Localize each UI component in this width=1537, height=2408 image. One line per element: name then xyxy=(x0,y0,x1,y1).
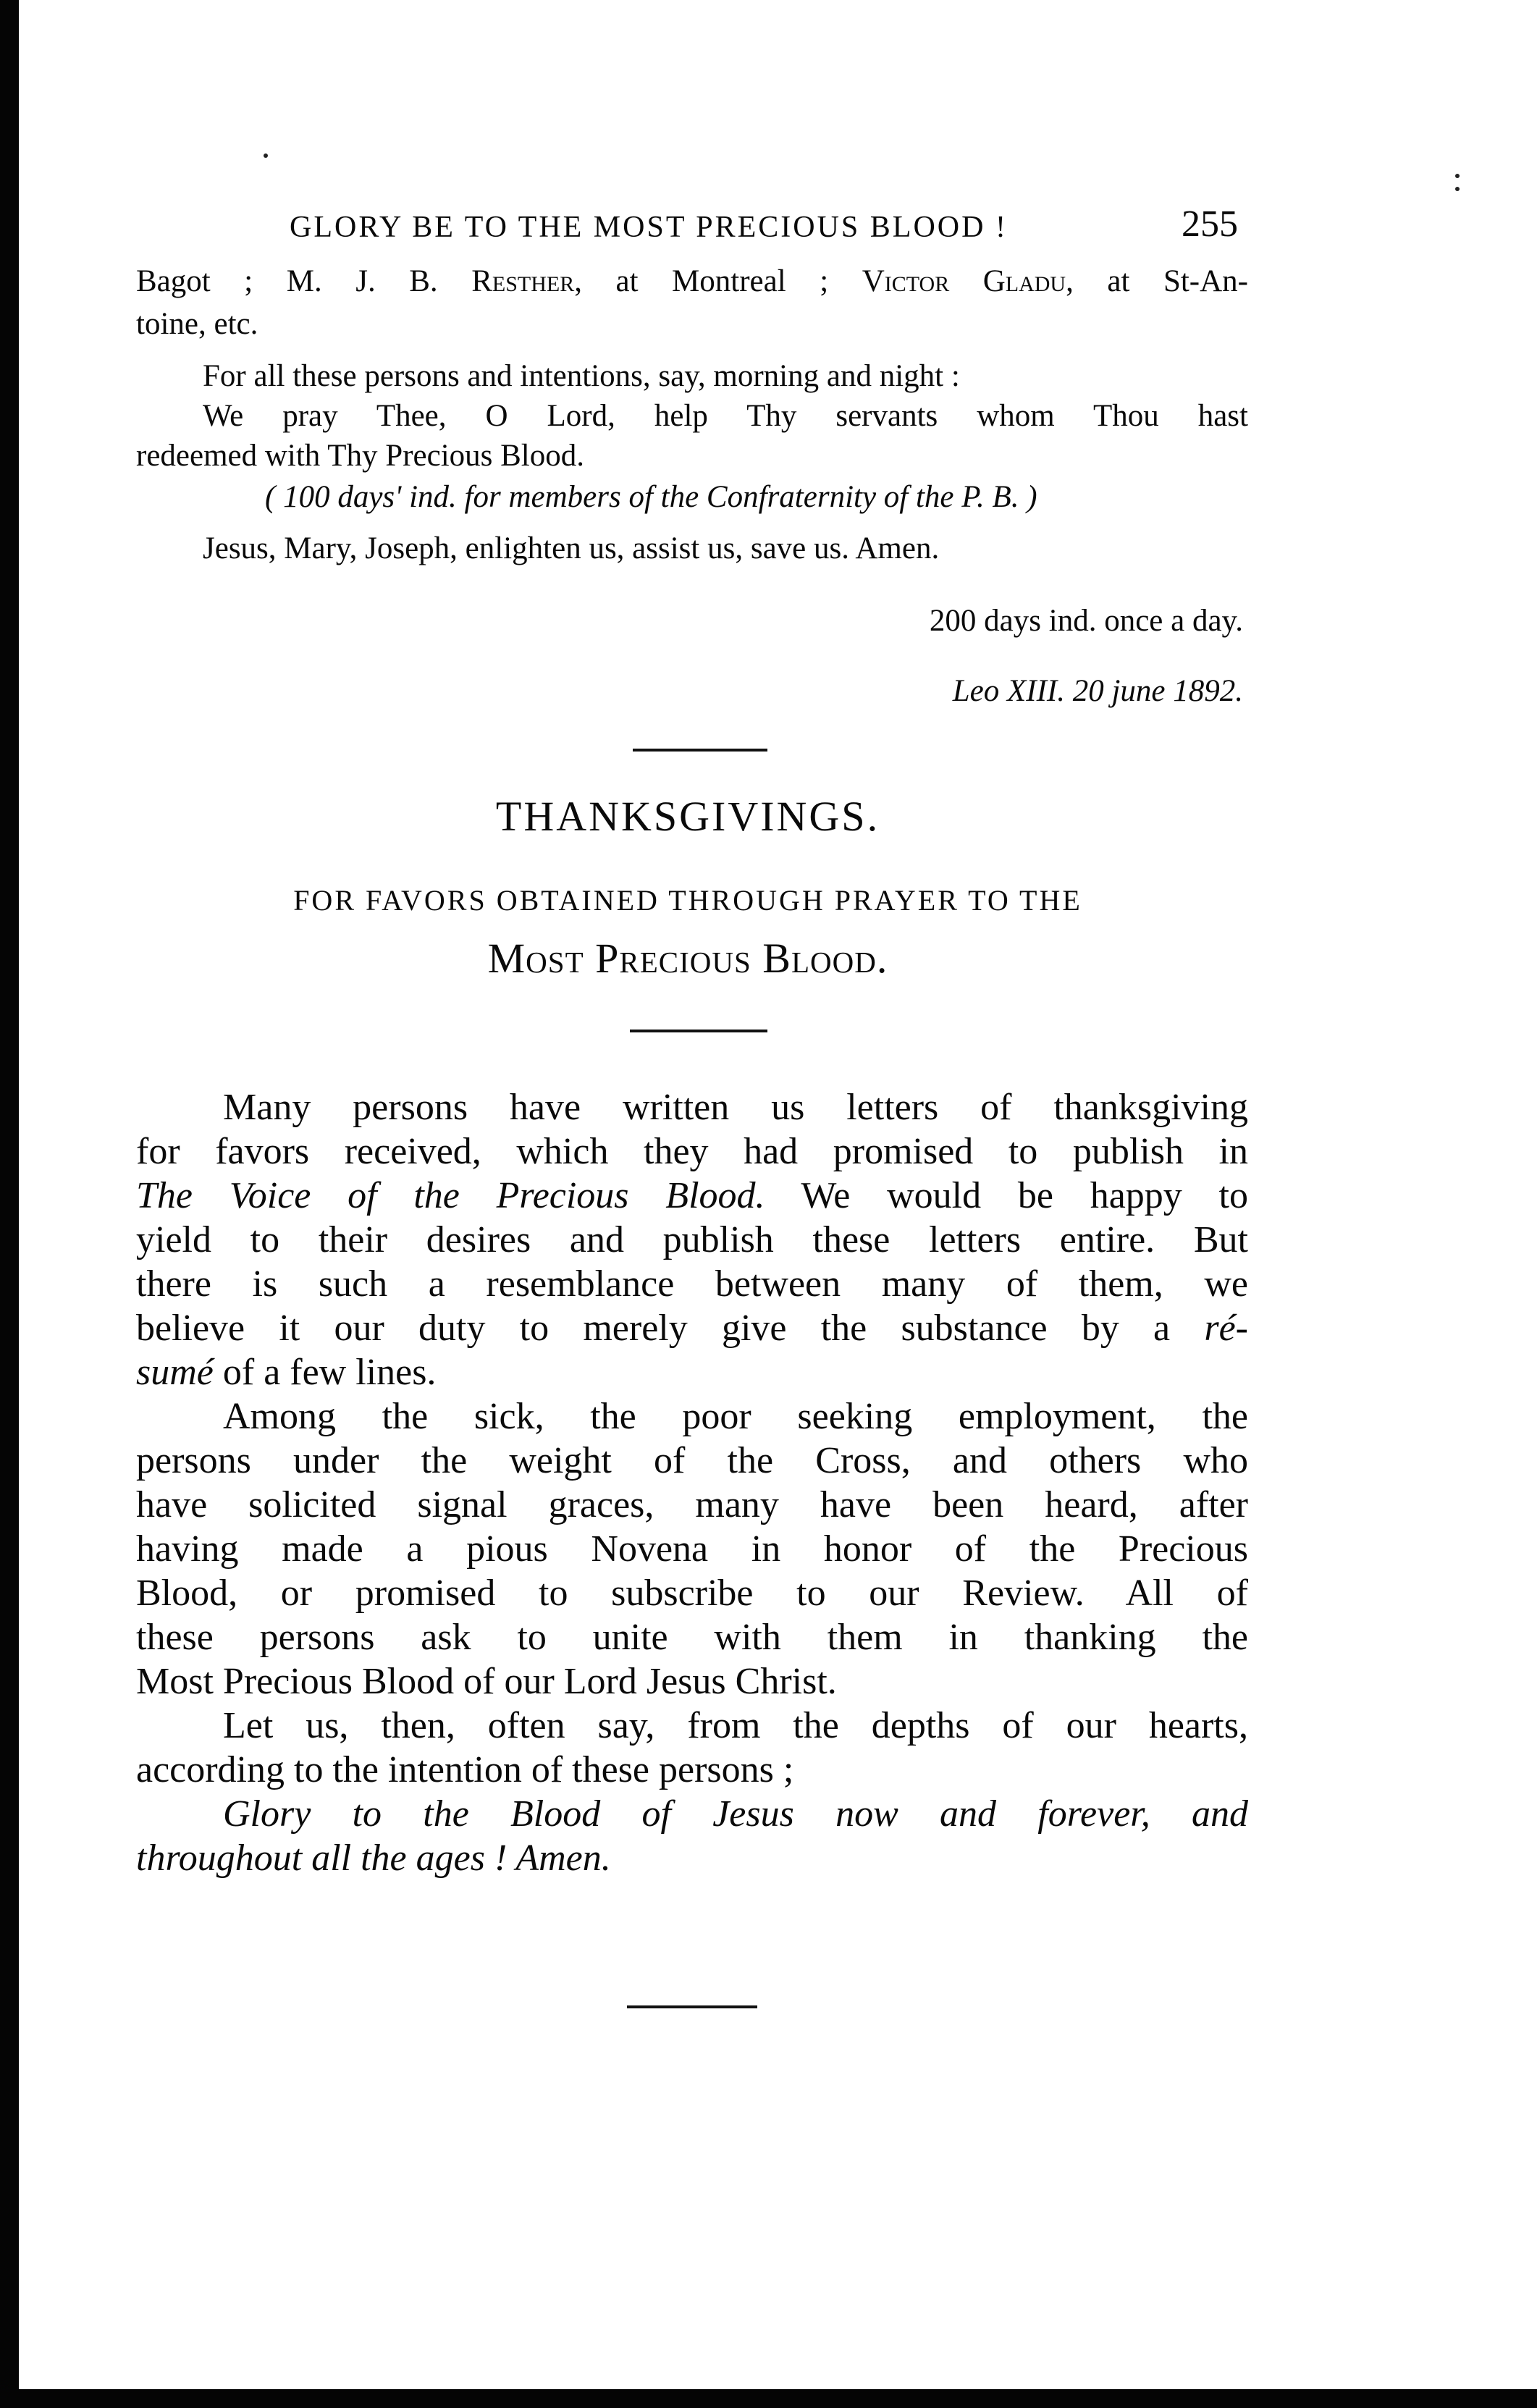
paragraph-1-line-1: Many persons have written us letters of thanksgiving xyxy=(223,1087,1248,1128)
paragraph-3-line-2: according to the intention of these persons ; xyxy=(136,1749,794,1790)
section-subheading: FOR FAVORS OBTAINED THROUGH PRAYER TO THE xyxy=(293,884,1082,917)
divider-rule xyxy=(630,1030,767,1032)
page-number: 255 xyxy=(1182,203,1238,245)
doxology-line-1: Glory to the Blood of Jesus now and forever, and xyxy=(223,1793,1248,1835)
paragraph-2-line-5: Blood, or promised to subscribe to our Review. All of xyxy=(136,1573,1248,1614)
speck xyxy=(1455,174,1460,178)
indulgence: 200 days ind. once a day. xyxy=(929,604,1243,638)
running-title: GLORY BE TO THE MOST PRECIOUS BLOOD ! xyxy=(290,211,1008,244)
paragraph-2-line-7: Most Precious Blood of our Lord Jesus Christ. xyxy=(136,1661,837,1702)
doxology-line-2: throughout all the ages ! Amen. xyxy=(136,1837,611,1879)
section-subheading-2: Most Precious Blood. xyxy=(487,935,888,982)
attribution: Leo XIII. 20 june 1892. xyxy=(952,674,1243,708)
paragraph-2-line-3: have solicited signal graces, many have been heard, after xyxy=(136,1484,1248,1525)
divider-rule xyxy=(633,749,767,752)
paragraph-2-line-6: these persons ask to unite with them in thanking the xyxy=(136,1617,1248,1658)
intro-line-3: For all these persons and intentions, say, morning and night : xyxy=(203,359,960,393)
speck xyxy=(264,153,268,158)
paragraph-2-line-1: Among the sick, the poor seeking employment, the xyxy=(223,1396,1248,1437)
page-edge-bottom xyxy=(0,2389,1537,2408)
prayer-line-2: redeemed with Thy Precious Blood. xyxy=(136,439,585,473)
paragraph-1-line-7: sumé of a few lines. xyxy=(136,1352,437,1393)
paragraph-1-line-5: there is such a resemblance between many of them, we xyxy=(136,1263,1248,1305)
speck xyxy=(1455,187,1460,191)
intro-line-2: toine, etc. xyxy=(136,307,258,341)
page-edge-left xyxy=(0,0,19,2408)
paragraph-2-line-2: persons under the weight of the Cross, and others who xyxy=(136,1440,1248,1481)
paragraph-1-line-6: believe it our duty to merely give the substance by a ré- xyxy=(136,1308,1248,1349)
section-heading: THANKSGIVINGS. xyxy=(495,793,880,840)
invocation: Jesus, Mary, Joseph, enlighten us, assist us, save us. Amen. xyxy=(203,531,940,565)
paragraph-1-line-3: The Voice of the Precious Blood. We would be happy to xyxy=(136,1175,1248,1216)
indulgence-note: ( 100 days' ind. for members of the Confraternity of the P. B. ) xyxy=(265,480,1037,514)
divider-rule xyxy=(627,2005,757,2008)
prayer-line-1: We pray Thee, O Lord, help Thy servants whom Thou hast xyxy=(203,399,1248,433)
paragraph-1-line-4: yield to their desires and publish these letters entire. But xyxy=(136,1219,1248,1260)
paragraph-3-line-1: Let us, then, often say, from the depths of our hearts, xyxy=(223,1705,1248,1746)
paragraph-1-line-2: for favors received, which they had promised to publish in xyxy=(136,1131,1248,1172)
intro-line-1: Bagot ; M. J. B. Resther, at Montreal ; Victor Gladu, at St-An- xyxy=(136,264,1248,298)
paragraph-2-line-4: having made a pious Novena in honor of the Precious xyxy=(136,1528,1248,1570)
